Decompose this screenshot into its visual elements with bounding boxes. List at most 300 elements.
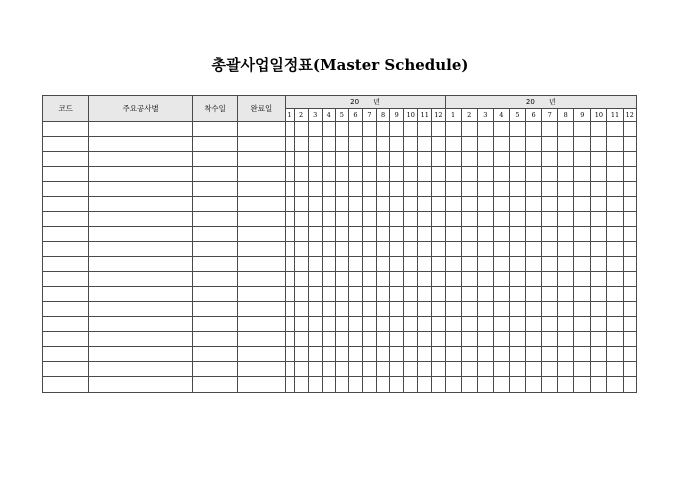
- month-cell[interactable]: [574, 182, 591, 197]
- month-cell[interactable]: [461, 227, 477, 242]
- month-cell[interactable]: [574, 377, 591, 393]
- month-cell[interactable]: [607, 242, 623, 257]
- month-cell[interactable]: [418, 332, 432, 347]
- month-cell[interactable]: [445, 197, 461, 212]
- month-cell[interactable]: [285, 182, 294, 197]
- month-cell[interactable]: [623, 287, 636, 302]
- month-cell[interactable]: [623, 167, 636, 182]
- month-cell[interactable]: [377, 362, 390, 377]
- month-cell[interactable]: [591, 122, 607, 137]
- month-cell[interactable]: [509, 242, 525, 257]
- month-cell[interactable]: [477, 212, 493, 227]
- code-cell[interactable]: [43, 212, 89, 227]
- month-cell[interactable]: [377, 332, 390, 347]
- month-cell[interactable]: [362, 347, 376, 362]
- end-date-cell[interactable]: [238, 122, 285, 137]
- month-cell[interactable]: [404, 257, 418, 272]
- month-cell[interactable]: [348, 122, 362, 137]
- month-cell[interactable]: [335, 122, 348, 137]
- task-cell[interactable]: [89, 302, 193, 317]
- month-cell[interactable]: [308, 257, 322, 272]
- month-cell[interactable]: [294, 137, 308, 152]
- month-cell[interactable]: [418, 227, 432, 242]
- month-cell[interactable]: [390, 137, 404, 152]
- month-cell[interactable]: [493, 167, 509, 182]
- month-cell[interactable]: [362, 317, 376, 332]
- month-cell[interactable]: [607, 197, 623, 212]
- start-date-cell[interactable]: [192, 167, 237, 182]
- start-date-cell[interactable]: [192, 242, 237, 257]
- task-cell[interactable]: [89, 152, 193, 167]
- month-cell[interactable]: [362, 137, 376, 152]
- start-date-cell[interactable]: [192, 257, 237, 272]
- month-cell[interactable]: [377, 317, 390, 332]
- month-cell[interactable]: [509, 152, 525, 167]
- month-cell[interactable]: [390, 197, 404, 212]
- month-cell[interactable]: [308, 317, 322, 332]
- code-cell[interactable]: [43, 377, 89, 393]
- task-cell[interactable]: [89, 182, 193, 197]
- month-cell[interactable]: [591, 137, 607, 152]
- month-cell[interactable]: [542, 227, 558, 242]
- month-cell[interactable]: [574, 137, 591, 152]
- month-cell[interactable]: [509, 122, 525, 137]
- month-cell[interactable]: [377, 122, 390, 137]
- month-cell[interactable]: [542, 377, 558, 393]
- task-cell[interactable]: [89, 257, 193, 272]
- month-cell[interactable]: [362, 227, 376, 242]
- month-cell[interactable]: [432, 197, 445, 212]
- month-cell[interactable]: [404, 122, 418, 137]
- month-cell[interactable]: [377, 377, 390, 393]
- month-cell[interactable]: [542, 122, 558, 137]
- month-cell[interactable]: [322, 362, 335, 377]
- month-cell[interactable]: [574, 317, 591, 332]
- month-cell[interactable]: [509, 167, 525, 182]
- month-cell[interactable]: [558, 272, 574, 287]
- month-cell[interactable]: [294, 317, 308, 332]
- month-cell[interactable]: [322, 287, 335, 302]
- month-cell[interactable]: [461, 317, 477, 332]
- month-cell[interactable]: [607, 317, 623, 332]
- month-cell[interactable]: [404, 287, 418, 302]
- month-cell[interactable]: [390, 272, 404, 287]
- code-cell[interactable]: [43, 197, 89, 212]
- month-cell[interactable]: [623, 212, 636, 227]
- code-cell[interactable]: [43, 347, 89, 362]
- month-cell[interactable]: [623, 272, 636, 287]
- month-cell[interactable]: [348, 302, 362, 317]
- month-cell[interactable]: [362, 122, 376, 137]
- month-cell[interactable]: [404, 272, 418, 287]
- month-cell[interactable]: [335, 272, 348, 287]
- month-cell[interactable]: [418, 137, 432, 152]
- month-cell[interactable]: [390, 362, 404, 377]
- month-cell[interactable]: [377, 272, 390, 287]
- month-cell[interactable]: [558, 287, 574, 302]
- end-date-cell[interactable]: [238, 377, 285, 393]
- month-cell[interactable]: [607, 182, 623, 197]
- month-cell[interactable]: [542, 242, 558, 257]
- month-cell[interactable]: [377, 212, 390, 227]
- month-cell[interactable]: [574, 152, 591, 167]
- month-cell[interactable]: [542, 347, 558, 362]
- month-cell[interactable]: [591, 302, 607, 317]
- month-cell[interactable]: [526, 317, 542, 332]
- month-cell[interactable]: [509, 212, 525, 227]
- month-cell[interactable]: [461, 302, 477, 317]
- month-cell[interactable]: [623, 347, 636, 362]
- month-cell[interactable]: [390, 317, 404, 332]
- month-cell[interactable]: [362, 152, 376, 167]
- month-cell[interactable]: [322, 167, 335, 182]
- month-cell[interactable]: [526, 377, 542, 393]
- month-cell[interactable]: [308, 182, 322, 197]
- month-cell[interactable]: [285, 257, 294, 272]
- month-cell[interactable]: [348, 287, 362, 302]
- month-cell[interactable]: [445, 362, 461, 377]
- month-cell[interactable]: [322, 272, 335, 287]
- month-cell[interactable]: [322, 182, 335, 197]
- month-cell[interactable]: [285, 137, 294, 152]
- end-date-cell[interactable]: [238, 197, 285, 212]
- end-date-cell[interactable]: [238, 152, 285, 167]
- month-cell[interactable]: [294, 347, 308, 362]
- month-cell[interactable]: [294, 272, 308, 287]
- code-cell[interactable]: [43, 332, 89, 347]
- task-cell[interactable]: [89, 167, 193, 182]
- month-cell[interactable]: [348, 242, 362, 257]
- month-cell[interactable]: [542, 167, 558, 182]
- month-cell[interactable]: [574, 332, 591, 347]
- month-cell[interactable]: [362, 257, 376, 272]
- month-cell[interactable]: [322, 347, 335, 362]
- month-cell[interactable]: [432, 302, 445, 317]
- code-cell[interactable]: [43, 317, 89, 332]
- month-cell[interactable]: [362, 302, 376, 317]
- month-cell[interactable]: [308, 377, 322, 393]
- month-cell[interactable]: [509, 137, 525, 152]
- end-date-cell[interactable]: [238, 287, 285, 302]
- month-cell[interactable]: [432, 317, 445, 332]
- month-cell[interactable]: [432, 257, 445, 272]
- month-cell[interactable]: [418, 362, 432, 377]
- month-cell[interactable]: [591, 212, 607, 227]
- month-cell[interactable]: [574, 362, 591, 377]
- month-cell[interactable]: [308, 347, 322, 362]
- month-cell[interactable]: [591, 152, 607, 167]
- month-cell[interactable]: [493, 152, 509, 167]
- month-cell[interactable]: [509, 377, 525, 393]
- month-cell[interactable]: [574, 242, 591, 257]
- month-cell[interactable]: [322, 257, 335, 272]
- month-cell[interactable]: [285, 212, 294, 227]
- month-cell[interactable]: [509, 272, 525, 287]
- month-cell[interactable]: [377, 242, 390, 257]
- month-cell[interactable]: [477, 227, 493, 242]
- month-cell[interactable]: [335, 332, 348, 347]
- month-cell[interactable]: [574, 302, 591, 317]
- month-cell[interactable]: [390, 152, 404, 167]
- month-cell[interactable]: [542, 137, 558, 152]
- month-cell[interactable]: [445, 302, 461, 317]
- month-cell[interactable]: [348, 197, 362, 212]
- month-cell[interactable]: [445, 287, 461, 302]
- month-cell[interactable]: [418, 317, 432, 332]
- code-cell[interactable]: [43, 287, 89, 302]
- month-cell[interactable]: [607, 227, 623, 242]
- month-cell[interactable]: [348, 362, 362, 377]
- start-date-cell[interactable]: [192, 302, 237, 317]
- month-cell[interactable]: [542, 212, 558, 227]
- month-cell[interactable]: [348, 377, 362, 393]
- task-cell[interactable]: [89, 212, 193, 227]
- month-cell[interactable]: [526, 212, 542, 227]
- month-cell[interactable]: [558, 212, 574, 227]
- month-cell[interactable]: [623, 122, 636, 137]
- month-cell[interactable]: [493, 377, 509, 393]
- month-cell[interactable]: [348, 332, 362, 347]
- month-cell[interactable]: [404, 182, 418, 197]
- month-cell[interactable]: [308, 137, 322, 152]
- end-date-cell[interactable]: [238, 212, 285, 227]
- month-cell[interactable]: [623, 182, 636, 197]
- month-cell[interactable]: [348, 212, 362, 227]
- month-cell[interactable]: [461, 332, 477, 347]
- month-cell[interactable]: [509, 287, 525, 302]
- month-cell[interactable]: [285, 152, 294, 167]
- month-cell[interactable]: [607, 272, 623, 287]
- month-cell[interactable]: [377, 347, 390, 362]
- month-cell[interactable]: [404, 152, 418, 167]
- task-cell[interactable]: [89, 272, 193, 287]
- month-cell[interactable]: [445, 272, 461, 287]
- month-cell[interactable]: [285, 122, 294, 137]
- month-cell[interactable]: [542, 197, 558, 212]
- month-cell[interactable]: [623, 242, 636, 257]
- month-cell[interactable]: [335, 287, 348, 302]
- month-cell[interactable]: [377, 137, 390, 152]
- month-cell[interactable]: [390, 242, 404, 257]
- month-cell[interactable]: [404, 302, 418, 317]
- month-cell[interactable]: [461, 272, 477, 287]
- month-cell[interactable]: [432, 347, 445, 362]
- month-cell[interactable]: [390, 227, 404, 242]
- month-cell[interactable]: [432, 332, 445, 347]
- code-cell[interactable]: [43, 257, 89, 272]
- month-cell[interactable]: [335, 362, 348, 377]
- month-cell[interactable]: [477, 272, 493, 287]
- month-cell[interactable]: [558, 377, 574, 393]
- month-cell[interactable]: [348, 317, 362, 332]
- month-cell[interactable]: [362, 362, 376, 377]
- month-cell[interactable]: [623, 257, 636, 272]
- month-cell[interactable]: [542, 257, 558, 272]
- month-cell[interactable]: [445, 137, 461, 152]
- month-cell[interactable]: [432, 152, 445, 167]
- month-cell[interactable]: [591, 197, 607, 212]
- start-date-cell[interactable]: [192, 227, 237, 242]
- month-cell[interactable]: [477, 347, 493, 362]
- month-cell[interactable]: [591, 377, 607, 393]
- month-cell[interactable]: [348, 272, 362, 287]
- month-cell[interactable]: [432, 167, 445, 182]
- month-cell[interactable]: [591, 182, 607, 197]
- month-cell[interactable]: [493, 182, 509, 197]
- month-cell[interactable]: [526, 272, 542, 287]
- month-cell[interactable]: [445, 122, 461, 137]
- month-cell[interactable]: [348, 137, 362, 152]
- start-date-cell[interactable]: [192, 377, 237, 393]
- month-cell[interactable]: [285, 242, 294, 257]
- month-cell[interactable]: [294, 287, 308, 302]
- end-date-cell[interactable]: [238, 257, 285, 272]
- month-cell[interactable]: [477, 167, 493, 182]
- month-cell[interactable]: [526, 152, 542, 167]
- month-cell[interactable]: [493, 302, 509, 317]
- month-cell[interactable]: [418, 302, 432, 317]
- month-cell[interactable]: [390, 212, 404, 227]
- month-cell[interactable]: [558, 317, 574, 332]
- code-cell[interactable]: [43, 137, 89, 152]
- month-cell[interactable]: [377, 182, 390, 197]
- month-cell[interactable]: [591, 317, 607, 332]
- month-cell[interactable]: [308, 227, 322, 242]
- month-cell[interactable]: [362, 242, 376, 257]
- month-cell[interactable]: [477, 377, 493, 393]
- month-cell[interactable]: [377, 152, 390, 167]
- month-cell[interactable]: [607, 287, 623, 302]
- code-cell[interactable]: [43, 242, 89, 257]
- month-cell[interactable]: [558, 167, 574, 182]
- month-cell[interactable]: [542, 317, 558, 332]
- month-cell[interactable]: [493, 317, 509, 332]
- month-cell[interactable]: [445, 317, 461, 332]
- task-cell[interactable]: [89, 347, 193, 362]
- month-cell[interactable]: [335, 182, 348, 197]
- month-cell[interactable]: [294, 362, 308, 377]
- month-cell[interactable]: [461, 377, 477, 393]
- month-cell[interactable]: [591, 257, 607, 272]
- code-cell[interactable]: [43, 302, 89, 317]
- month-cell[interactable]: [493, 242, 509, 257]
- month-cell[interactable]: [526, 182, 542, 197]
- task-cell[interactable]: [89, 122, 193, 137]
- month-cell[interactable]: [477, 152, 493, 167]
- month-cell[interactable]: [335, 242, 348, 257]
- start-date-cell[interactable]: [192, 332, 237, 347]
- month-cell[interactable]: [574, 347, 591, 362]
- month-cell[interactable]: [348, 152, 362, 167]
- month-cell[interactable]: [526, 287, 542, 302]
- month-cell[interactable]: [404, 167, 418, 182]
- month-cell[interactable]: [461, 242, 477, 257]
- month-cell[interactable]: [574, 257, 591, 272]
- month-cell[interactable]: [432, 362, 445, 377]
- month-cell[interactable]: [418, 257, 432, 272]
- month-cell[interactable]: [461, 287, 477, 302]
- month-cell[interactable]: [322, 152, 335, 167]
- month-cell[interactable]: [461, 167, 477, 182]
- month-cell[interactable]: [623, 152, 636, 167]
- month-cell[interactable]: [526, 167, 542, 182]
- month-cell[interactable]: [509, 362, 525, 377]
- month-cell[interactable]: [377, 167, 390, 182]
- start-date-cell[interactable]: [192, 197, 237, 212]
- month-cell[interactable]: [509, 317, 525, 332]
- month-cell[interactable]: [623, 332, 636, 347]
- month-cell[interactable]: [526, 197, 542, 212]
- month-cell[interactable]: [607, 137, 623, 152]
- month-cell[interactable]: [285, 317, 294, 332]
- month-cell[interactable]: [445, 377, 461, 393]
- month-cell[interactable]: [294, 302, 308, 317]
- task-cell[interactable]: [89, 242, 193, 257]
- month-cell[interactable]: [526, 227, 542, 242]
- task-cell[interactable]: [89, 377, 193, 393]
- code-cell[interactable]: [43, 152, 89, 167]
- month-cell[interactable]: [294, 242, 308, 257]
- month-cell[interactable]: [294, 167, 308, 182]
- start-date-cell[interactable]: [192, 362, 237, 377]
- month-cell[interactable]: [322, 302, 335, 317]
- month-cell[interactable]: [322, 197, 335, 212]
- month-cell[interactable]: [322, 122, 335, 137]
- month-cell[interactable]: [493, 272, 509, 287]
- month-cell[interactable]: [526, 362, 542, 377]
- month-cell[interactable]: [285, 347, 294, 362]
- month-cell[interactable]: [285, 362, 294, 377]
- month-cell[interactable]: [335, 317, 348, 332]
- month-cell[interactable]: [377, 287, 390, 302]
- month-cell[interactable]: [362, 287, 376, 302]
- month-cell[interactable]: [285, 287, 294, 302]
- month-cell[interactable]: [390, 377, 404, 393]
- month-cell[interactable]: [591, 347, 607, 362]
- start-date-cell[interactable]: [192, 122, 237, 137]
- month-cell[interactable]: [607, 377, 623, 393]
- month-cell[interactable]: [377, 227, 390, 242]
- month-cell[interactable]: [418, 242, 432, 257]
- start-date-cell[interactable]: [192, 317, 237, 332]
- month-cell[interactable]: [445, 242, 461, 257]
- month-cell[interactable]: [445, 182, 461, 197]
- month-cell[interactable]: [493, 257, 509, 272]
- month-cell[interactable]: [493, 122, 509, 137]
- month-cell[interactable]: [607, 212, 623, 227]
- task-cell[interactable]: [89, 332, 193, 347]
- month-cell[interactable]: [623, 302, 636, 317]
- month-cell[interactable]: [404, 227, 418, 242]
- month-cell[interactable]: [335, 197, 348, 212]
- code-cell[interactable]: [43, 227, 89, 242]
- month-cell[interactable]: [362, 377, 376, 393]
- month-cell[interactable]: [432, 212, 445, 227]
- month-cell[interactable]: [509, 257, 525, 272]
- code-cell[interactable]: [43, 122, 89, 137]
- month-cell[interactable]: [390, 347, 404, 362]
- month-cell[interactable]: [509, 197, 525, 212]
- month-cell[interactable]: [509, 332, 525, 347]
- month-cell[interactable]: [445, 332, 461, 347]
- end-date-cell[interactable]: [238, 347, 285, 362]
- month-cell[interactable]: [322, 212, 335, 227]
- month-cell[interactable]: [558, 242, 574, 257]
- task-cell[interactable]: [89, 227, 193, 242]
- month-cell[interactable]: [526, 332, 542, 347]
- month-cell[interactable]: [362, 332, 376, 347]
- task-cell[interactable]: [89, 137, 193, 152]
